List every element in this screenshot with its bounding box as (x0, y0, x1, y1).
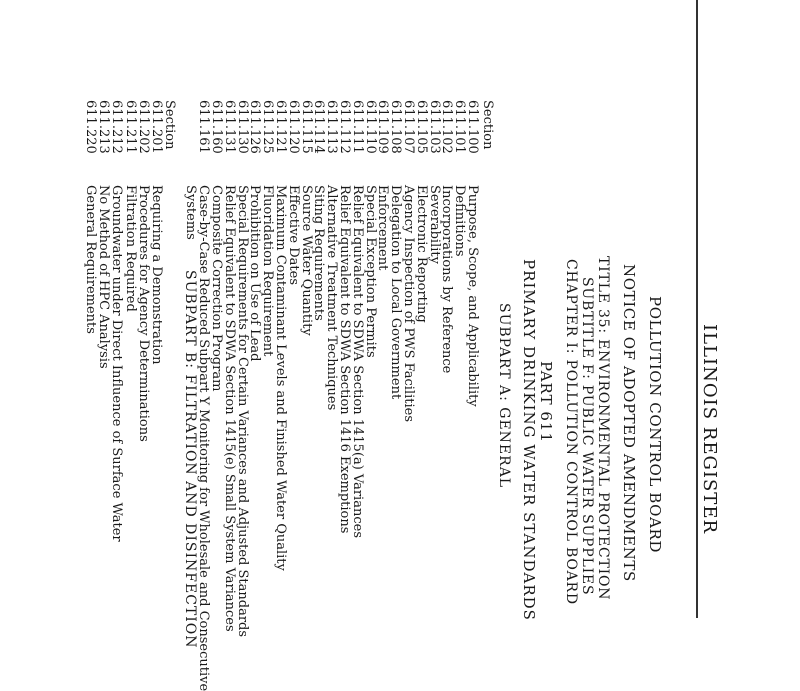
section-number: 611.125 (260, 100, 276, 154)
section-title: Incorporations by Reference (439, 185, 455, 374)
section-title: Case-by-Case Reduced Subpart Y Monitoring for Wholesale and Consecutive (196, 185, 212, 691)
section-title: Groundwater under Direct Influence of Surface Water (109, 185, 125, 542)
section-title: Relief Equivalent to SDWA Section 1415(e) Small System Variances (221, 185, 237, 632)
section-title: Enforcement (375, 185, 391, 271)
section-number: 611.112 (337, 100, 352, 154)
section-label-b: Section (162, 100, 177, 150)
section-number: 611.101 (452, 100, 468, 154)
section-number: 611.201 (149, 100, 164, 154)
title-line-2: SUBTITLE F: PUBLIC WATER SUPPLIES (579, 277, 595, 596)
section-number: 611.161 (196, 100, 212, 154)
section-title: Alternative Treatment Techniques (324, 185, 340, 411)
section-title: Prohibition on Use of Lead (247, 185, 263, 362)
section-title: Requiring a Demonstration (149, 185, 164, 365)
title-line-3: CHAPTER I: POLLUTION CONTROL BOARD (563, 259, 579, 605)
section-title: Siting Requirements (311, 185, 327, 321)
section-title: Composite Correction Program (209, 185, 224, 392)
section-title: Maximum Contaminant Levels and Finished Water Quality (273, 185, 288, 571)
section-title: Systems (183, 185, 199, 240)
section-number: 611.105 (413, 100, 429, 154)
notice-line: NOTICE OF ADOPTED AMENDMENTS (620, 264, 638, 582)
section-title: Effective Dates (285, 185, 301, 286)
section-title: General Requirements (83, 185, 98, 334)
section-number: 611.121 (273, 100, 288, 154)
register-header: ILLINOIS REGISTER (699, 324, 720, 535)
section-number: 611.107 (401, 100, 416, 154)
section-number: 611.103 (426, 100, 442, 154)
section-label-a: Section (480, 100, 495, 150)
section-number: 611.102 (439, 100, 455, 154)
section-number: 611.113 (324, 100, 340, 154)
section-number: 611.111 (349, 100, 365, 154)
part-number: PART 611 (537, 361, 555, 443)
section-title: Fluoridation Requirement (260, 185, 276, 357)
section-number: 611.131 (221, 100, 237, 154)
section-title: Electronic Reporting (413, 185, 429, 323)
section-title: Procedures for Agency Determinations (135, 185, 151, 442)
section-number: 611.120 (285, 100, 301, 154)
section-title: Relief Equivalent to SDWA Section 1416 Exemptions (337, 185, 352, 534)
subpart-a-heading: SUBPART A: GENERAL (496, 303, 512, 489)
section-title: Delegation to Local Government (388, 185, 404, 400)
section-number: 611.108 (388, 100, 404, 154)
header-rule (696, 0, 698, 618)
section-title: Special Requirements for Certain Variances and Adjusted Standards (234, 185, 250, 638)
section-title: Severability (426, 185, 442, 264)
section-number: 611.114 (311, 100, 327, 154)
board-name: POLLUTION CONTROL BOARD (646, 296, 664, 554)
section-title: Filtration Required (122, 185, 138, 312)
section-number: 611.130 (234, 100, 250, 154)
section-title: Source Water Quantity (298, 185, 314, 336)
section-title: Purpose, Scope, and Applicability (465, 185, 480, 407)
title-line-1: TITLE 35: ENVIRONMENTAL PROTECTION (595, 256, 611, 601)
section-number: 611.220 (83, 100, 98, 154)
section-number: 611.115 (298, 100, 314, 154)
part-title: PRIMARY DRINKING WATER STANDARDS (520, 259, 538, 621)
section-number: 611.109 (375, 100, 391, 154)
section-title: Relief Equivalent to SDWA Section 1415(a) Variances (349, 185, 365, 538)
section-title: Special Exception Permits (362, 185, 378, 358)
section-number: 611.212 (109, 100, 125, 154)
section-number: 611.126 (247, 100, 263, 154)
section-number: 611.202 (135, 100, 151, 154)
section-number: 611.160 (209, 100, 224, 154)
section-title: No Method of HPC Analysis (96, 185, 112, 369)
section-number: 611.213 (96, 100, 112, 154)
section-title: Definitions (452, 185, 468, 257)
section-title: Agency Inspection of PWS Facilities (401, 185, 416, 423)
section-number: 611.211 (122, 100, 138, 154)
section-number: 611.100 (465, 100, 480, 154)
subpart-b-heading: SUBPART B: FILTRATION AND DISINFECTION (182, 270, 198, 649)
section-number: 611.110 (362, 100, 378, 154)
